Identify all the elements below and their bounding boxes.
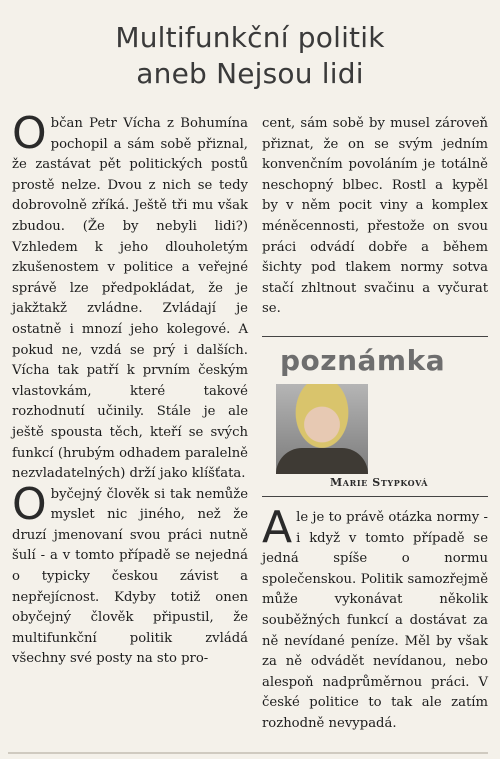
- left-column: [12, 108, 248, 670]
- dropcap-3: A: [262, 502, 293, 553]
- author-name: Marie Stypková: [330, 476, 429, 489]
- dropcap-2: O: [12, 478, 47, 530]
- right-column-bottom: [262, 502, 488, 735]
- paragraph-2: [12, 478, 248, 670]
- author-photo-shoulders: [276, 448, 368, 474]
- note-bottom-rule: [262, 496, 488, 497]
- paragraph-3: cent, sám sobě by musel zároveň přiznat, že on se svým jedním konvenčním povoláním je totálně neschopný blbec. Rostl a kypěl by v něm pocit viny a komplex méněcennosti, přestože on svou práci odvádí dobře a během šichty pod tlakem normy sotva stačí zhltnout svačinu a vyčurat se.: [262, 116, 488, 317]
- note-box: [262, 336, 488, 496]
- footer-rule: [8, 752, 488, 754]
- headline-line-2: aneb Nejsou lidi: [136, 57, 364, 90]
- right-column-top: [262, 114, 488, 320]
- dropcap-1: O: [12, 108, 47, 159]
- paragraph-4: [262, 502, 488, 735]
- paragraph-2-text: byčejný člověk si tak nemůže myslet nic jiného, než že druzí jmenovaní svou práci nutně šulí - a v tomto případě se nejedná o typicky českou závist a nepřejícnost. Kdyby totiž onen obyčejný člověk připustil, že multifunkční politik zvládá všechny své posty na sto pro-: [12, 486, 248, 667]
- note-title: poznámka: [280, 344, 446, 377]
- paragraph-1-text: bčan Petr Vícha z Bohumína pochopil a sám sobě přiznal, že zastávat pět politických postů prostě nelze. Dvou z nich se tedy dobrovolně zříká. Ještě tři mu však zbudou. (Že by nebyli lidi?) Vzhledem k jeho dlouholetým zkušenostem v politice a veřejné správě lze předpokládat, že je jakžtakž zvládne. Zvládají je ostatně i mnozí jeho kolegové. A pokud ne, vzdá se prý i dalších. Vícha tak patří k prvním českým vlastovkám, které takové rozhodnutí učinily. Stále je ale ještě spousta těch, kteří se svých funkcí (hrubým odhadem paralelně nezvladatelných) drží jako klíšťata.: [12, 116, 248, 482]
- article-headline: [0, 20, 500, 92]
- paragraph-4-text: le je to právě otázka normy - i když v tomto případě se jedná spíše o normu společenskou. Politik samozřejmě může vykonávat několik souběžných funkcí a dostávat za ně nevídané peníze. Měl by však za ně odvádět nevídanou, nebo alespoň nadprůměrnou práci. V české politice to tak ale zatím rozhodně nevypadá.: [262, 510, 488, 731]
- paragraph-1: [12, 108, 248, 485]
- headline-line-1: Multifunkční politik: [115, 21, 385, 54]
